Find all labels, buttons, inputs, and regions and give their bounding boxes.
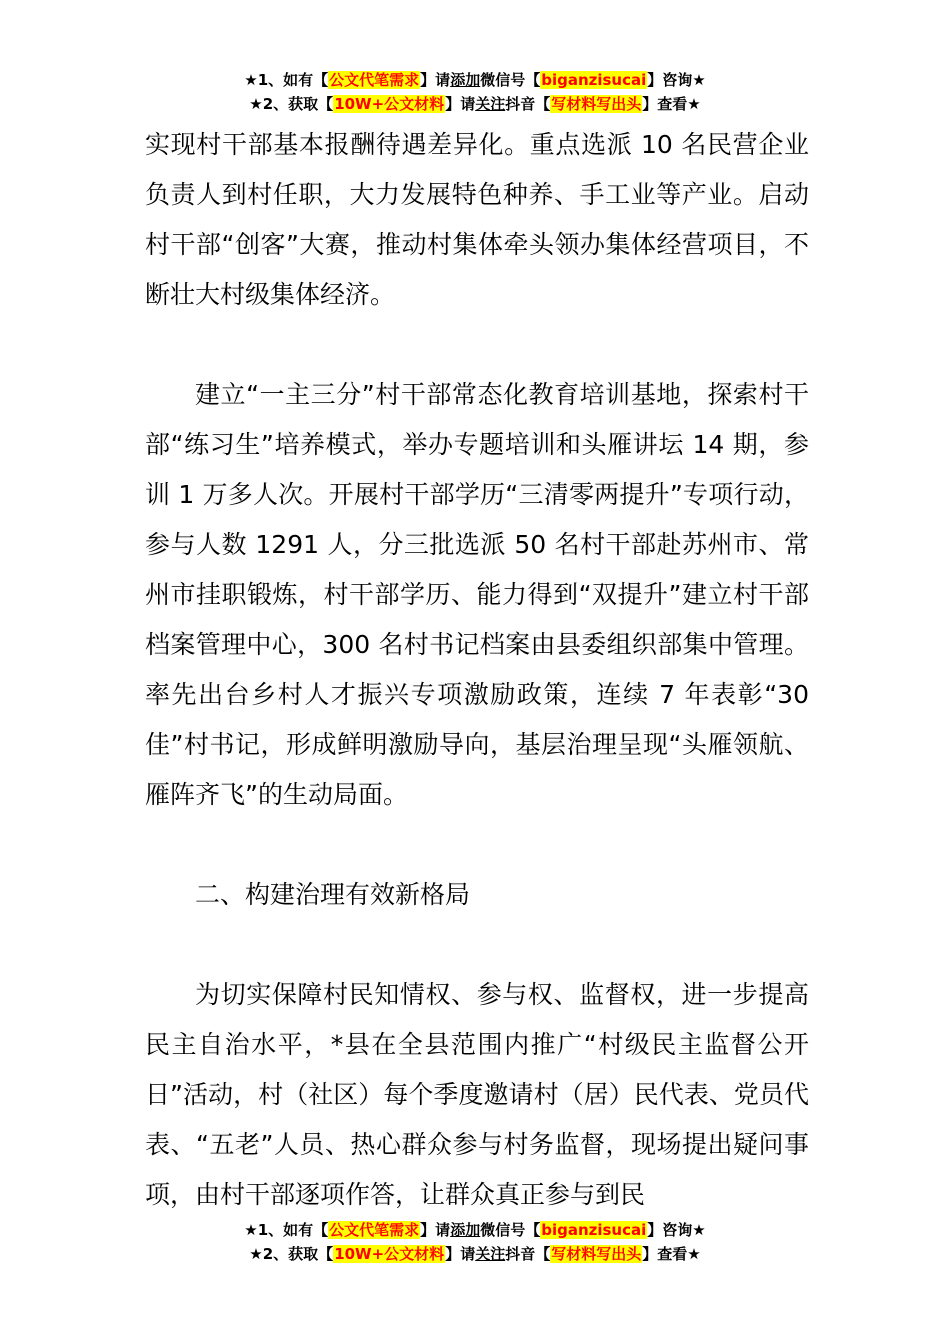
- banner-line-2: [0, 1242, 950, 1266]
- highlight-wechat-id: biganzisucai: [541, 71, 647, 89]
- header-banner: [0, 68, 950, 116]
- banner-text: 】咨询★: [647, 1221, 706, 1239]
- banner-line-1: [0, 1218, 950, 1242]
- highlight-service: 公文代笔需求: [329, 71, 420, 89]
- section-heading: 二、构建治理有效新格局: [195, 880, 471, 909]
- star-icon: ★: [244, 71, 258, 89]
- banner-text: 】咨询★: [647, 71, 706, 89]
- document-body: [145, 120, 809, 1220]
- banner-text: 】请: [420, 71, 451, 89]
- banner-text: 2、获取【: [262, 1245, 334, 1263]
- banner-text: 微信号【: [480, 71, 541, 89]
- banner-line-2: [0, 92, 950, 116]
- banner-text: 】查看★: [642, 95, 701, 113]
- banner-text: 1、如有【: [257, 1221, 329, 1239]
- highlight-materials: 10W+公文材料: [334, 95, 445, 113]
- banner-text: 抖音【: [505, 1245, 551, 1263]
- paragraph-2: 建立“一主三分”村干部常态化教育培训基地，探索村干部“练习生”培养模式，举办专题培训和头雁讲坛 14 期，参训 1 万多人次。开展村干部学历“三清零两提升”专项行动，参与人数 1291 人，分三批选派 50 名村干部赴苏州市、常州市挂职锻炼，村干部学历、能力得到“双提升”建立村干部档案管理中心，300 名村书记档案由县委组织部集中管理。率先出台乡村人才振兴专项激励政策，连续 7 年表彰“30 佳”村书记，形成鲜明激励导向，基层治理呈现“头雁领航、雁阵齐飞”的生动局面。: [145, 380, 809, 809]
- banner-text: 】请: [420, 1221, 451, 1239]
- banner-text: 抖音【: [505, 95, 551, 113]
- star-icon: ★: [249, 95, 263, 113]
- banner-text: 添加: [450, 71, 481, 89]
- paragraph-3: 为切实保障村民知情权、参与权、监督权，进一步提高民主自治水平，*县在全县范围内推广“村级民主监督公开日”活动，村（社区）每个季度邀请村（居）民代表、党员代表、“五老”人员、热心群众参与村务监督，现场提出疑问事项，由村干部逐项作答，让群众真正参与到民: [145, 980, 809, 1209]
- banner-text: 2、获取【: [262, 95, 334, 113]
- footer-banner: [0, 1218, 950, 1266]
- highlight-douyin: 写材料写出头: [551, 95, 642, 113]
- banner-text: 】请: [445, 95, 476, 113]
- star-icon: ★: [244, 1221, 258, 1239]
- banner-text: 关注: [475, 1245, 506, 1263]
- banner-text: 添加: [450, 1221, 481, 1239]
- banner-text: 】请: [445, 1245, 476, 1263]
- banner-text: 关注: [475, 95, 506, 113]
- paragraph-1: 实现村干部基本报酬待遇差异化。重点选派 10 名民营企业负责人到村任职，大力发展特色种养、手工业等产业。启动村干部“创客”大赛，推动村集体牵头领办集体经营项目，不断壮大村级集体经济。: [145, 130, 809, 309]
- highlight-wechat-id: biganzisucai: [541, 1221, 647, 1239]
- star-icon: ★: [249, 1245, 263, 1263]
- highlight-materials: 10W+公文材料: [334, 1245, 445, 1263]
- banner-line-1: [0, 68, 950, 92]
- banner-text: 】查看★: [642, 1245, 701, 1263]
- banner-text: 1、如有【: [257, 71, 329, 89]
- banner-text: 微信号【: [480, 1221, 541, 1239]
- highlight-douyin: 写材料写出头: [551, 1245, 642, 1263]
- highlight-service: 公文代笔需求: [329, 1221, 420, 1239]
